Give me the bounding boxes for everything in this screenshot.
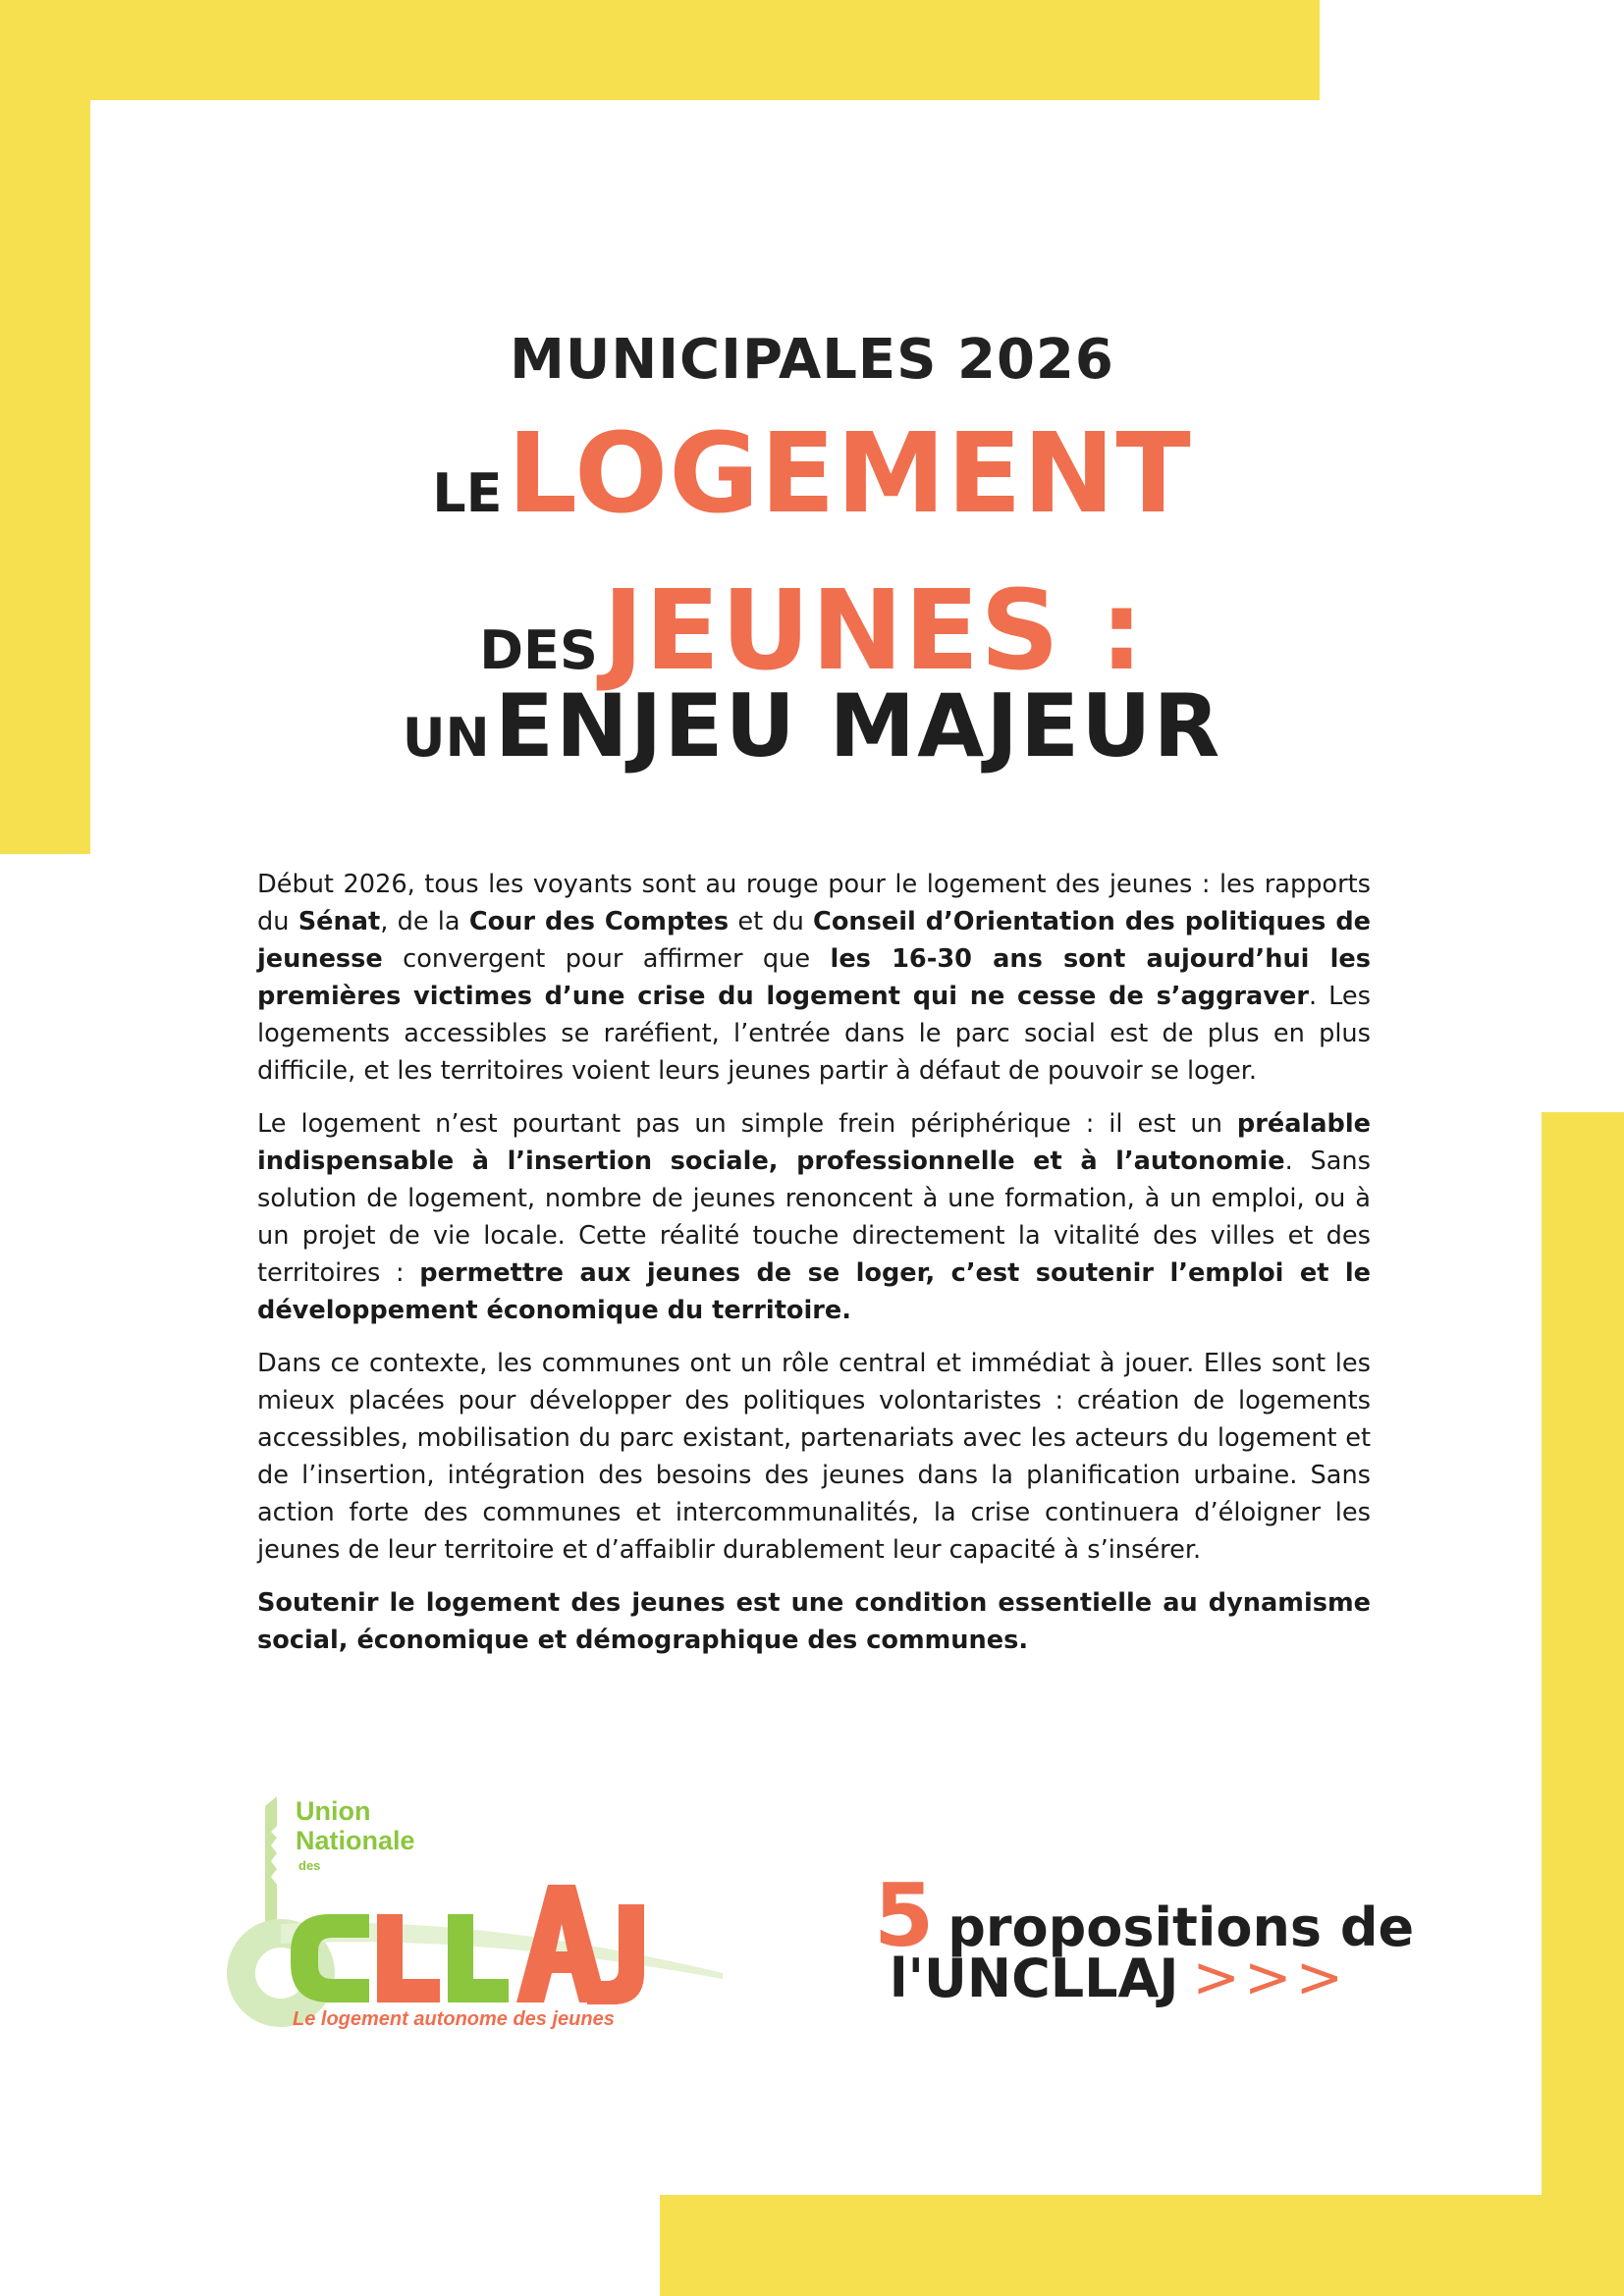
- text-segment: . Les logements accessibles se raréfient, l’entrée dans le parc social est de plus en plus difficile, et les territoires voient leurs jeunes partir à défaut de pouvoir se loger.: [257, 982, 1371, 1086]
- proposals-text-1: propositions de: [947, 1896, 1415, 1958]
- decor-band-right: [1542, 1112, 1624, 2296]
- arrows-icon: >>>: [1192, 1944, 1348, 2010]
- logo-text-nationale: Nationale: [296, 1826, 415, 1855]
- uncllaj-logo: [222, 1787, 732, 2042]
- logo-text-des: des: [298, 1858, 321, 1873]
- proposals-count: 5: [874, 1865, 935, 1966]
- title-word-enjeu-majeur: ENJEU MAJEUR: [494, 675, 1222, 776]
- title-word-logement: LOGEMENT: [507, 410, 1192, 538]
- title-municipales: MUNICIPALES 2026: [510, 328, 1114, 392]
- text-segment: et du: [729, 907, 814, 936]
- paragraph-1: [257, 866, 1371, 1090]
- text-segment: Le logement n’est pourtant pas un simple frein périphérique : il est un: [257, 1109, 1237, 1139]
- decor-band-top: [0, 0, 1320, 100]
- logo-tagline: Le logement autonome des jeunes: [293, 2008, 615, 2030]
- paragraph-2: [257, 1105, 1371, 1329]
- logo-text-union: Union: [296, 1796, 371, 1826]
- decor-band-bottom: [660, 2195, 1624, 2296]
- text-segment: convergent pour affirmer que: [382, 944, 831, 974]
- text-segment: permettre aux jeunes de se loger, c’est soutenir l’emploi et le développement économique du territoire.: [257, 1258, 1372, 1325]
- text-segment: , de la: [380, 907, 469, 936]
- text-segment: Cour des Comptes: [468, 907, 730, 936]
- paragraph-3: [257, 1345, 1371, 1569]
- title-word-un: UN: [402, 707, 490, 769]
- title-line-enjeu: [0, 675, 1624, 776]
- title-word-des: DES: [479, 619, 598, 681]
- title-word-le: LE: [432, 462, 503, 524]
- proposals-line-2: [890, 1944, 1347, 2010]
- text-segment: les 16-30 ans sont aujourd’hui les premières victimes d’une crise du logement qui ne cesse de s’aggraver: [257, 944, 1371, 1011]
- text-segment: Dans ce contexte, les communes ont un rôle central et immédiat à jouer. Elles sont les mieux placées pour développer des politiques volontaristes : création de logements accessibles, mobilisation du parc existant, partenariats avec les acteurs du logement et de l’insertion, intégration des besoins des jeunes dans la planification urbaine. Sans action forte des communes et intercommunalités, la crise continuera d’éloigner les jeunes de leur territoire et d’affaiblir durablement leur capacité à s’insérer.: [257, 1349, 1371, 1565]
- text-segment: Soutenir le logement des jeunes est une condition essentielle au dynamisme social, économique et démographique des communes.: [257, 1588, 1371, 1655]
- text-segment: . Sans solution de logement, nombre de jeunes renoncent à une formation, à un emploi, ou à un projet de vie locale. Cette réalité touche directement la vitalité des villes et des territoires :: [257, 1147, 1371, 1288]
- text-segment: Début 2026, tous les voyants sont au rouge pour le logement des jeunes : les rapports du: [257, 870, 1371, 936]
- title-line-logement: [0, 410, 1624, 538]
- paragraph-4: [257, 1584, 1371, 1659]
- text-segment: préalable indispensable à l’insertion sociale, professionnelle et à l’autonomie: [257, 1109, 1371, 1176]
- text-segment: Conseil d’Orientation des politiques de jeunesse: [257, 907, 1372, 974]
- title-word-jeunes: JEUNES :: [602, 567, 1145, 695]
- body-text: [257, 866, 1371, 1675]
- text-segment: Sénat: [298, 907, 381, 936]
- proposals-text-2: l'UNCLLAJ: [890, 1948, 1179, 2009]
